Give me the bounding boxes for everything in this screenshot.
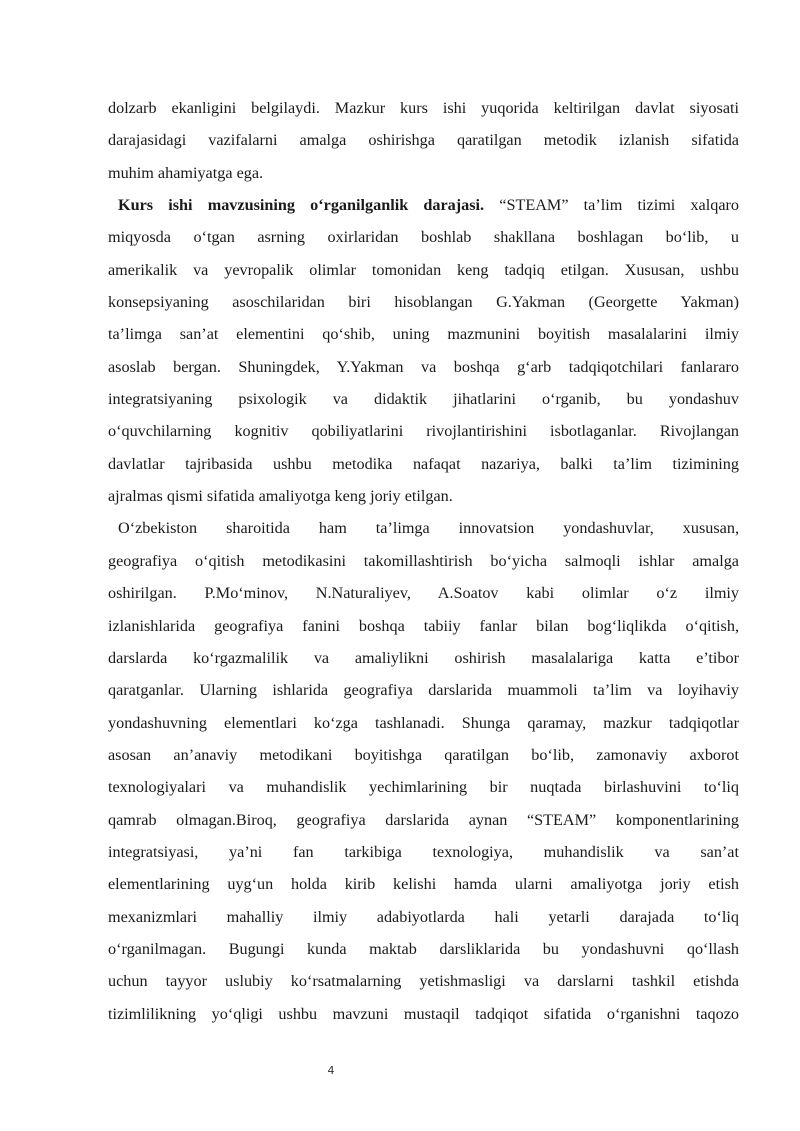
text-line: tizimlilikning yo‘qligi ushbu mavzuni mustaqil tadqiqot sifatida o‘rganishni taqozo — [108, 1004, 739, 1023]
section-heading: Kurs ishi mavzusining o‘rganilganlik darajasi. — [118, 196, 485, 215]
text-line: miqyosda o‘tgan asrning oxirlaridan boshlab shakllana boshlagan bo‘lib, u — [108, 228, 739, 247]
text-line: integratsiyasi, ya’ni fan tarkibiga texnologiya, muhandislik va san’at — [108, 842, 739, 861]
text-line: konsepsiyaning asoschilaridan biri hisoblangan G.Yakman (Georgette Yakman) — [108, 293, 739, 312]
text-line: yondashuvning elementlari ko‘zga tashlanadi. Shunga qaramay, mazkur tadqiqotlar — [108, 713, 739, 732]
text-line: izlanishlarida geografiya fanini boshqa tabiiy fanlar bilan bog‘liqlikda o‘qitish, — [108, 616, 739, 635]
heading-line-text: “STEAM” ta’lim tizimi xalqaro — [484, 196, 739, 215]
text-line: amerikalik va yevropalik olimlar tomonidan keng tadqiq etilgan. Xususan, ushbu — [108, 260, 739, 279]
text-line: darajasidagi vazifalarni amalga oshirishga qaratilgan metodik izlanish sifatida — [108, 131, 739, 150]
text-line: muhim ahamiyatga ega. — [108, 163, 264, 182]
page-number: 4 — [327, 1064, 335, 1077]
text-line: ta’limga san’at elementini qo‘shib, uning mazmunini boyitish masalalarini ilmiy — [108, 325, 739, 344]
text-line: oshirilgan. P.Mo‘minov, N.Naturaliyev, A.Soatov kabi olimlar o‘z ilmiy — [108, 584, 739, 603]
text-line: qamrab olmagan.Biroq, geografiya darslarida aynan “STEAM” komponentlarining — [108, 810, 739, 829]
text-line: integratsiyaning psixologik va didaktik jihatlarini o‘rganib, bu yondashuv — [108, 390, 739, 409]
text-line: mexanizmlari mahalliy ilmiy adabiyotlarda hali yetarli darajada to‘liq — [108, 907, 739, 926]
body-text — [108, 92, 739, 1030]
text-line: o‘rganilmagan. Bugungi kunda maktab darsliklarida bu yondashuvni qo‘llash — [108, 939, 739, 958]
text-line: dolzarb ekanligini belgilaydi. Mazkur kurs ishi yuqorida keltirilgan davlat siyosati — [108, 99, 739, 117]
text-line: texnologiyalari va muhandislik yechimlarining bir nuqtada birlashuvini to‘liq — [108, 778, 739, 797]
text-line: davlatlar tajribasida ushbu metodika nafaqat nazariya, balki ta’lim tizimining — [108, 454, 739, 473]
text-line: o‘quvchilarning kognitiv qobiliyatlarini rivojlantirishini isbotlaganlar. Rivojlangan — [108, 422, 739, 441]
text-line: asoslab bergan. Shuningdek, Y.Yakman va boshqa g‘arb tadqiqotchilari fanlararo — [108, 357, 739, 376]
text-line: uchun tayyor uslubiy ko‘rsatmalarning yetishmasligi va darslarni tashkil etishda — [108, 972, 739, 991]
section-heading-line — [108, 189, 739, 221]
text-line: geografiya o‘qitish metodikasini takomillashtirish bo‘yicha salmoqli ishlar amalga — [108, 551, 739, 570]
text-line: ajralmas qismi sifatida amaliyotga keng joriy etilgan. — [108, 487, 453, 506]
text-line: asosan an’anaviy metodikani boyitishga qaratilgan bo‘lib, zamonaviy axborot — [108, 745, 739, 764]
text-line: elementlarining uyg‘un holda kirib kelishi hamda ularni amaliyotga joriy etish — [108, 875, 739, 894]
text-line: darslarda ko‘rgazmalilik va amaliylikni oshirish masalalariga katta e’tibor — [108, 648, 739, 667]
text-line: O‘zbekiston sharoitida ham ta’limga innovatsion yondashuvlar, xususan, — [118, 519, 739, 538]
text-line: qaratganlar. Ularning ishlarida geografiya darslarida muammoli ta’lim va loyihaviy — [108, 681, 739, 700]
